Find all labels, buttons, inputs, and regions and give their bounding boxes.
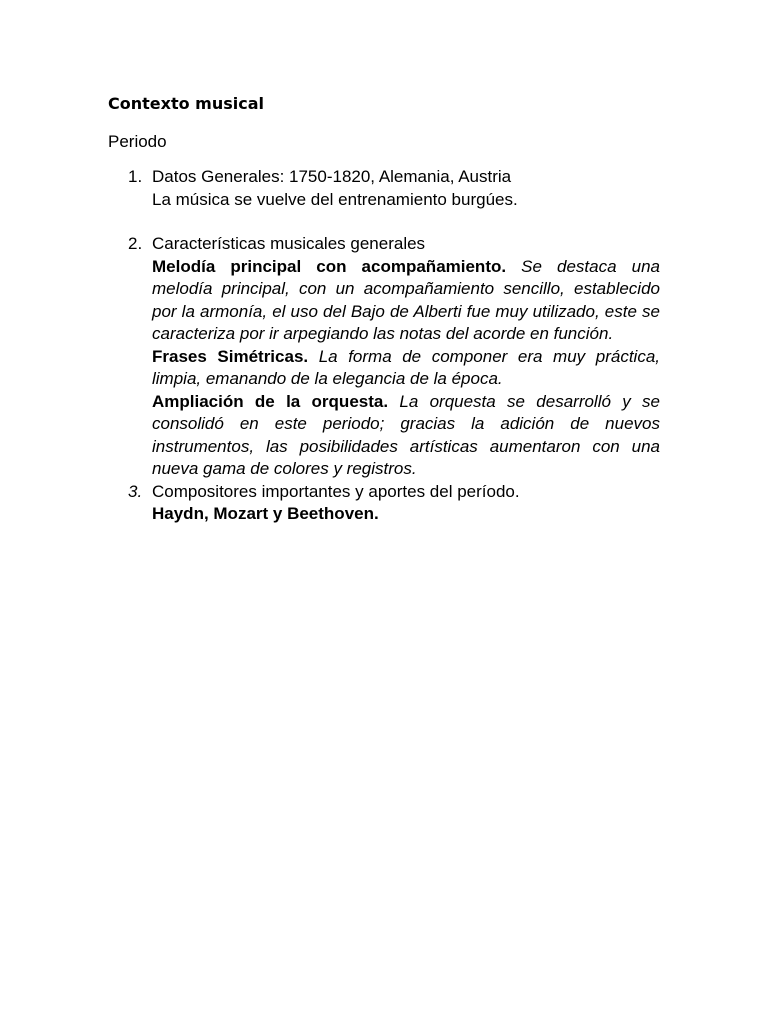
section-melodia-italic: Se destaca una melodía principal, con un acompañamiento sencillo, establecido por la armonía, el uso del Bajo de Alberti fue muy utilizado, este se caracteriza por ir arpegiando las notas del acorde en función. (152, 256, 660, 343)
list-item-2 (108, 233, 660, 481)
list-number-2: 2. (128, 234, 143, 253)
section-melodia (152, 256, 660, 346)
item-2-heading: Características musicales generales (152, 234, 426, 253)
list-item-1 (108, 166, 660, 211)
section-frases (152, 346, 660, 391)
section-frases-italic: La forma de componer era muy práctica, limpia, emanando de la elegancia de la época. (152, 346, 660, 388)
section-frases-bold: Frases Simétricas. (152, 346, 309, 366)
numbered-list (108, 166, 660, 526)
section-orquesta-italic: La orquesta se desarrolló y se consolidó en este periodo; gracias la adición de nuevos instrumentos, las posibilidades artísticas aumentaron con una nueva gama de colores y registros. (152, 391, 660, 478)
section-orquesta-bold: Ampliación de la orquesta. (152, 391, 389, 411)
item-3-composers: Haydn, Mozart y Beethoven. (152, 504, 379, 523)
item-1-line: La música se vuelve del entrenamiento burgúes. (152, 189, 518, 209)
item-3-heading: Compositores importantes y aportes del período. (152, 481, 520, 501)
list-item-3 (108, 481, 660, 526)
list-number-1: 1. (128, 167, 143, 186)
period-heading: Periodo (108, 132, 167, 151)
document-title: Contexto musical (108, 94, 264, 113)
item-1-heading: Datos Generales: 1750-1820, Alemania, Austria (152, 167, 512, 186)
section-melodia-bold: Melodía principal con acompañamiento. (152, 256, 507, 276)
list-number-3: 3. (128, 481, 143, 501)
section-orquesta (152, 391, 660, 481)
